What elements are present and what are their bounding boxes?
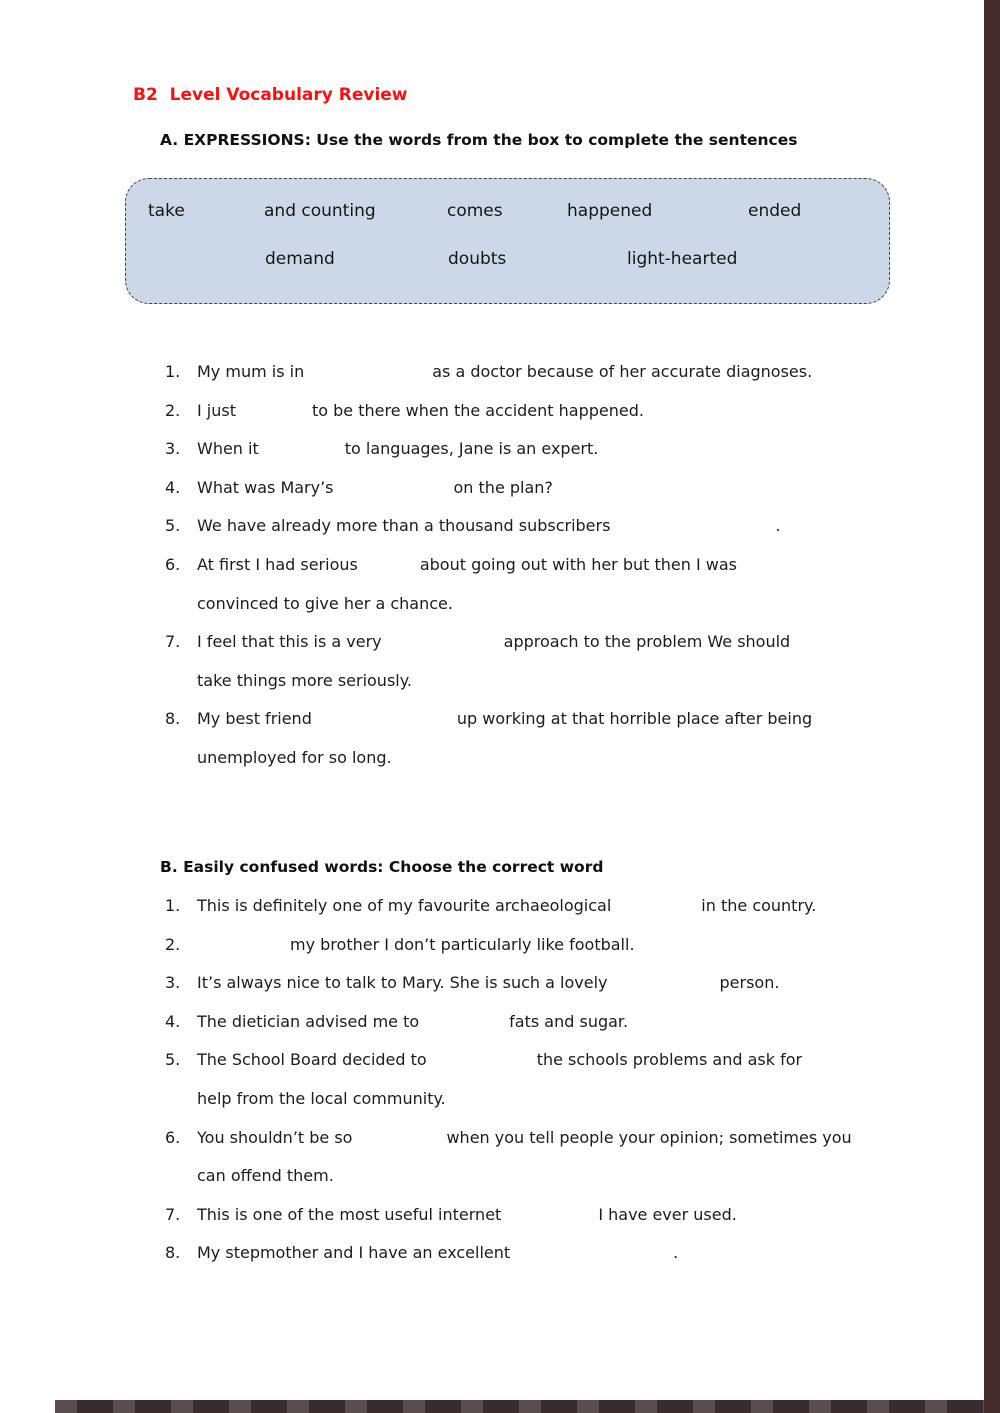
page-title: B2 Level Vocabulary Review [133, 85, 408, 105]
question-number: 1. [165, 362, 181, 381]
sentence-line [197, 887, 955, 926]
sentence-line [197, 585, 955, 624]
answer-blank[interactable] [424, 1021, 504, 1041]
question-number: 7. [165, 632, 181, 652]
sentence-text: my brother I don’t particularly like football. [290, 934, 635, 954]
sentence-text: My best friend [197, 709, 312, 729]
question-number: 2. [165, 400, 181, 420]
word-box-word: demand [265, 249, 335, 269]
answer-blank[interactable] [432, 1060, 532, 1080]
question-item [165, 926, 955, 965]
question-item [165, 546, 955, 623]
question-number: 8. [165, 709, 181, 729]
sentence-text: The dietician advised me to [197, 1011, 420, 1031]
sentence-text: convinced to give her a chance. [197, 593, 453, 613]
sentence-text: approach to the problem We should [503, 632, 791, 652]
sentence-line [197, 1080, 955, 1119]
sentence-line [197, 700, 955, 739]
question-number: 3. [165, 439, 181, 459]
sentence-text: It’s always nice to talk to Mary. She is such a lovely [197, 973, 608, 993]
word-box-word: ended [748, 201, 802, 221]
sentence-text: about going out with her but then I was [419, 554, 738, 574]
question-item [165, 507, 955, 546]
sentence-text: You shouldn’t be so [197, 1127, 353, 1147]
section-a-heading: A. EXPRESSIONS: Use the words from the box to complete the sentences [160, 131, 798, 149]
sentence-text: when you tell people your opinion; sometimes you [446, 1127, 852, 1147]
sentence-line [197, 1196, 955, 1235]
section-b-heading: B. Easily confused words: Choose the correct word [160, 858, 604, 876]
answer-blank[interactable] [357, 1137, 441, 1157]
answer-blank[interactable] [202, 944, 285, 964]
word-box-word: happened [567, 201, 653, 221]
sentence-text: I feel that this is a very [197, 632, 382, 652]
sentence-text: the schools problems and ask for [536, 1050, 803, 1070]
sentence-line [197, 1119, 955, 1158]
sentence-text: I just [197, 400, 236, 420]
sentence-text: to be there when the accident happened. [312, 400, 644, 420]
sentence-line [197, 392, 955, 431]
question-item [165, 700, 955, 777]
sentence-line [197, 662, 955, 701]
sentence-text: I have ever used. [598, 1204, 737, 1224]
sentence-line [197, 546, 955, 585]
sentence-text: My stepmother and I have an excellent [197, 1243, 511, 1263]
sentence-line [197, 1234, 955, 1273]
answer-blank[interactable] [339, 487, 449, 507]
sentence-line [197, 1003, 955, 1042]
sentence-text: to languages, Jane is an expert. [344, 439, 599, 459]
sentence-line [197, 353, 955, 392]
sentence-line [197, 623, 955, 662]
sentence-text: in the country. [701, 896, 817, 915]
sentence-line [197, 1157, 955, 1196]
word-box-word: take [148, 201, 185, 221]
question-item [165, 623, 955, 700]
sentence-text: take things more seriously. [197, 670, 412, 690]
answer-blank[interactable] [309, 372, 427, 392]
word-box-word: light-hearted [627, 249, 738, 269]
question-item [165, 1003, 955, 1042]
question-number: 6. [165, 1127, 181, 1147]
question-number: 7. [165, 1204, 181, 1224]
sentence-line [197, 964, 955, 1003]
answer-blank[interactable] [616, 906, 696, 926]
word-box [125, 178, 890, 304]
sentence-line [197, 1041, 955, 1080]
sentence-line [197, 739, 955, 778]
answer-blank[interactable] [363, 565, 415, 585]
word-box-row-1 [126, 201, 889, 231]
sentence-line [197, 507, 955, 546]
answer-blank[interactable] [264, 449, 340, 469]
answer-blank[interactable] [241, 410, 307, 430]
question-number: 8. [165, 1243, 181, 1263]
question-number: 5. [165, 1050, 181, 1070]
answer-blank[interactable] [506, 1214, 593, 1234]
word-box-row-2 [126, 249, 889, 279]
sentence-text: We have already more than a thousand subscribers [197, 516, 611, 536]
sentence-text: . [775, 516, 781, 536]
question-number: 1. [165, 896, 181, 915]
next-page-edge [55, 1400, 984, 1413]
question-number: 4. [165, 1011, 181, 1031]
sentence-text: This is definitely one of my favourite archaeological [197, 896, 612, 915]
sentence-line [197, 430, 955, 469]
sentence-text: The School Board decided to [197, 1050, 427, 1070]
word-box-word: and counting [264, 201, 376, 221]
question-item [165, 1234, 955, 1273]
question-item [165, 392, 955, 431]
question-number: 4. [165, 477, 181, 497]
sentence-line [197, 926, 955, 965]
answer-blank[interactable] [615, 526, 770, 546]
sentence-text: When it [197, 439, 259, 459]
sentence-text: as a doctor because of her accurate diagnoses. [432, 362, 813, 381]
sentence-text: can offend them. [197, 1166, 334, 1186]
sentence-text: What was Mary’s [197, 477, 334, 497]
word-box-word: doubts [448, 249, 507, 269]
answer-blank[interactable] [613, 983, 715, 1003]
answer-blank[interactable] [317, 719, 452, 739]
sentence-text: This is one of the most useful internet [197, 1204, 502, 1224]
sentence-text: up working at that horrible place after being [456, 709, 813, 729]
sentence-text: on the plan? [453, 477, 553, 497]
word-box-word: comes [447, 201, 503, 221]
question-item [165, 469, 955, 508]
question-number: 3. [165, 973, 181, 993]
sentence-line [197, 469, 955, 508]
question-item [165, 964, 955, 1003]
sentence-text: fats and sugar. [509, 1011, 629, 1031]
answer-blank[interactable] [515, 1253, 668, 1273]
question-item [165, 353, 955, 392]
question-item [165, 1041, 955, 1118]
question-item [165, 887, 955, 926]
answer-blank[interactable] [387, 642, 499, 662]
question-number: 6. [165, 554, 181, 574]
sentence-text: help from the local community. [197, 1088, 446, 1108]
right-edge-bar [984, 0, 1000, 1413]
question-number: 2. [165, 934, 181, 954]
section-b-question-list [165, 887, 955, 1273]
sentence-text: . [673, 1243, 679, 1263]
question-item [165, 430, 955, 469]
question-item [165, 1119, 955, 1196]
sentence-text: At first I had serious [197, 554, 358, 574]
question-item [165, 1196, 955, 1235]
sentence-text: person. [719, 973, 780, 993]
question-number: 5. [165, 516, 181, 536]
sentence-text: My mum is in [197, 362, 305, 381]
sentence-text: unemployed for so long. [197, 747, 392, 767]
section-a-question-list [165, 353, 955, 778]
